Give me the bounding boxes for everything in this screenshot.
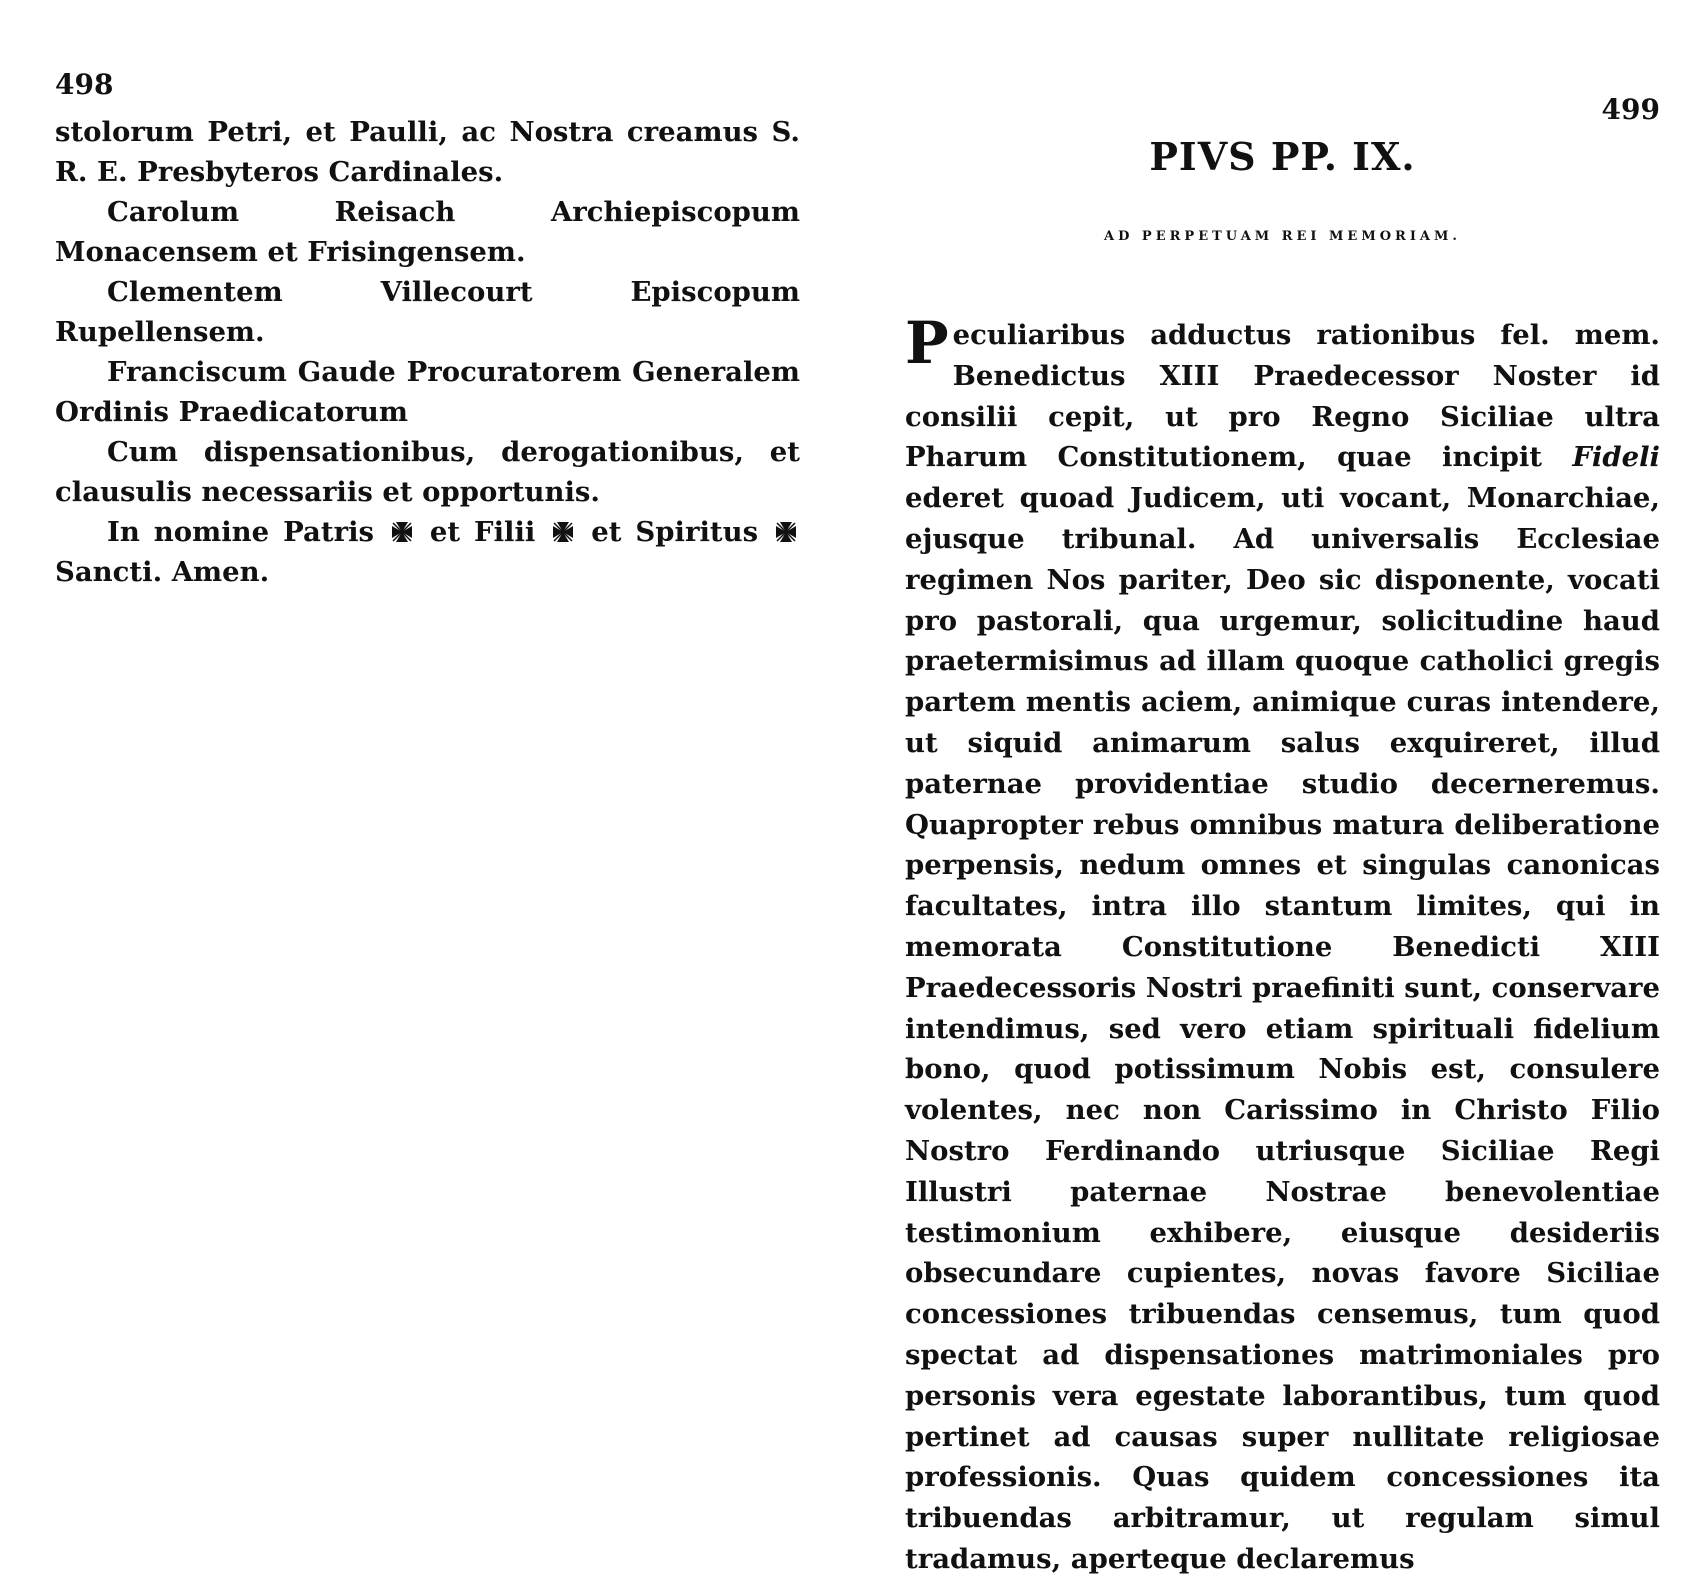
paragraph: Franciscum Gaude Procuratorem Generalem Ordinis Praedicatorum [55, 356, 800, 428]
heading-block [905, 135, 1660, 245]
page-title: PIVS PP. IX. [1149, 134, 1416, 179]
drop-cap: P [905, 309, 949, 377]
invocation-part: et Filii [429, 516, 536, 548]
invocation-part: In nomine Patris [107, 516, 374, 548]
cross-pattee-icon [551, 520, 575, 544]
body-text-part: ederet quoad Judicem, uti vocant, Monarchiae, ejusque tribunal. Ad universalis Ecclesiae regimen Nos pariter, Deo sic disponente, vocati pro pastorali, qua urgemur, solicitudine haud praetermisimus ad illam quoque catholici gregis partem mentis aciem, animique curas intendere, ut siquid animarum salus exquireret, illud paternae providentiae studio decerneremus. Quapropter rebus omnibus matura deliberatione perpensis, nedum omnes et singulas canonicas facultates, intra illo stantum limites, qui in memorata Constitutione Benedicti XIII Praedecessoris Nostri praefiniti sunt, conservare intendimus, sed vero etiam spirituali fidelium bono, quod potissimum Nobis est, consulere volentes, nec non Carissimo in Christo Filio Nostro Ferdinando utriusque Siciliae Regi Illustri paternae Nostrae benevolentiae testimonium exhibere, eiusque desideriis obsecundare cupientes, novas favore Siciliae concessiones tribuendas censemus, tum quod spectat ad dispensationes matrimoniales pro personis vera egestate laborantibus, tum quod pertinet ad causas super nullitate religiosae professionis. Quas quidem concessiones ita tribuendas arbitramur, ut regulam simul tradamus, aperteque declaremus [905, 482, 1660, 1575]
page-subtitle: AD PERPETUAM REI MEMORIAM. [1104, 229, 1461, 244]
closing-invocation [55, 512, 800, 592]
cross-pattee-icon [774, 520, 798, 544]
left-page-text [55, 112, 800, 592]
invocation-part: et Spiritus [591, 516, 759, 548]
page-number-right: 499 [1601, 93, 1660, 126]
paragraph: Cum dispensationibus, derogationibus, et clausulis necessariis et opportunis. [55, 436, 800, 508]
cross-pattee-icon [390, 520, 414, 544]
body-italic-word: Fideli [1572, 441, 1660, 474]
paragraph: Clementem Villecourt Episcopum Rupellensem. [55, 276, 800, 348]
paragraph: Carolum Reisach Archiepiscopum Monacensem et Frisingensem. [55, 196, 800, 268]
paragraph: stolorum Petri, et Paulli, ac Nostra creamus S. R. E. Presbyteros Cardinales. [55, 116, 800, 188]
page-number-left: 498 [55, 68, 114, 101]
invocation-part: Sancti. Amen. [55, 556, 270, 588]
body-text [905, 309, 1660, 1580]
body-text-part: eculiaribus adductus rationibus fel. mem. Benedictus XIII Praedecessor Noster id consilii cepit, ut pro Regno Siciliae ultra Pharum Constitutionem, quae incipit [905, 319, 1660, 474]
